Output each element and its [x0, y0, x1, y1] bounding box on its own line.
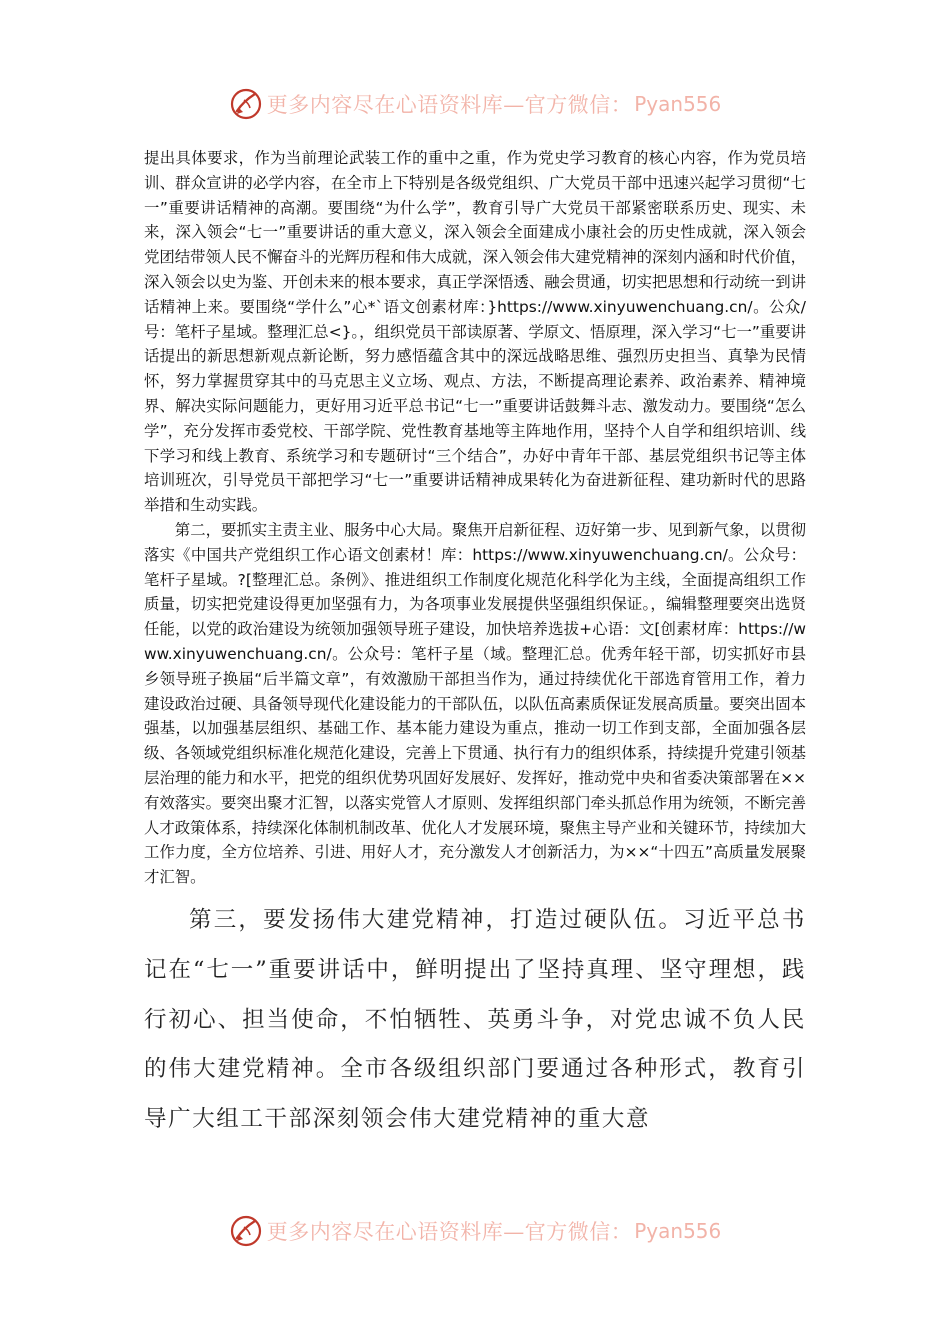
banner-text: 更多内容尽在心语资料库—官方微信：	[266, 1220, 633, 1244]
paragraph-3: 第三，要发扬伟大建党精神，打造过硬队伍。习近平总书记在“七一”重要讲话中，鲜明提出了坚持真理、坚守理想，践行初心、担当使命，不怕牺牲、英勇斗争，对党忠诚不负人民的伟大建党精神。全市各级组织部门要通过各种形式，教育引导广大组工干部深刻领会伟大建党精神的重大意	[144, 906, 806, 1133]
banner-wechat-id: Pyan556	[634, 92, 722, 116]
paragraph-1: 提出具体要求，作为当前理论武装工作的重中之重，作为党史学习教育的核心内容，作为党员培训、群众宣讲的必学内容，在全市上下特别是各级党组织、广大党员干部中迅速兴起学习贯彻“七一”重要讲话精神的高潮。要围绕“为什么学”，教育引导广大党员干部紧密联系历史、现实、未来，深入领会“七一”重要讲话的重大意义，深入领会全面建成小康社会的历史性成就，深入领会党团结带领人民不懈奋斗的光辉历程和伟大成就，深入领会伟大建党精神的深刻内涵和时代价值，深入领会以史为鉴、开创未来的根本要求，真正学深悟透、融会贯通，切实把思想和行动统一到讲话精神上来。要围绕“学什么”心*`语文创素材库：}https://www.xinyuwenchuang.cn/。公众/号：笔杆子星域。整理汇总<}。，组织党员干部读原著、学原文、悟原理，深入学习“七一”重要讲话提出的新思想新观点新论断，努力感悟蕴含其中的深远战略思维、强烈历史担当、真挚为民情怀，努力掌握贯穿其中的马克思主义立场、观点、方法，不断提高理论素养、政治素养、精神境界、解决实际问题能力，更好用习近平总书记“七一”重要讲话鼓舞斗志、激发动力。要围绕“怎么学”，充分发挥市委党校、干部学院、党性教育基地等主阵地作用，坚持个人自学和组织培训、线下学习和线上教育、系统学习和专题研讨“三个结合”，办好中青年干部、基层党组织书记等主体培训班次，引导党员干部把学习“七一”重要讲话精神成果转化为奋进新征程、建功新时代的思路举措和生动实践。	[144, 149, 806, 515]
paragraph-2: 第二，要抓实主责主业、服务中心大局。聚焦开启新征程、迈好第一步、见到新气象，以贯彻落实《中国共产党组织工作心语文创素材！库：https://www.xinyuwenchuang.cn/。公众号：笔杆子星域。?[整理汇总。条例》、推进组织工作制度化规范化科学化为主线，全面提高组织工作质量，切实把党建设得更加坚强有力，为各项事业发展提供坚强组织保证。，编辑整理要突出选贤任能，以党的政治建设为统领加强领导班子建设，加快培养选拔+心语：文[创素材库：https://www.xinyuwenchuang.cn/。公众号：笔杆子星（域。整理汇总。优秀年轻干部，切实抓好市县乡领导班子换届“后半篇文章”，有效激励干部担当作为，通过持续优化干部选育管用工作，着力建设政治过硬、具备领导现代化建设能力的干部队伍，以队伍高素质保证发展高质量。要突出固本强基，以加强基层组织、基础工作、基本能力建设为重点，推动一切工作到支部，全面加强各层级、各领域党组织标准化规范化建设，完善上下贯通、执行有力的组织体系，持续提升党建引领基层治理的能力和水平，把党的组织优势巩固好发展好、发挥好，推动党中央和省委决策部署在××有效落实。要突出聚才汇智，以落实党管人才原则、发挥组织部门牵头抓总作用为统领，不断完善人才政策体系，持续深化体制机制改革、优化人才发展环境，聚焦主导产业和关键环节，持续加大工作力度，全方位培养、引进、用好人才，充分激发人才创新活力，为××“十四五”高质量发展聚才汇智。	[144, 520, 806, 887]
footer-banner	[0, 1211, 950, 1251]
header-banner	[0, 84, 950, 124]
pen-logo-icon	[229, 87, 263, 121]
pen-logo-icon	[229, 1214, 263, 1248]
banner-text: 更多内容尽在心语资料库—官方微信：	[266, 93, 633, 117]
document-body	[144, 146, 806, 1145]
banner-wechat-id: Pyan556	[634, 1219, 722, 1243]
